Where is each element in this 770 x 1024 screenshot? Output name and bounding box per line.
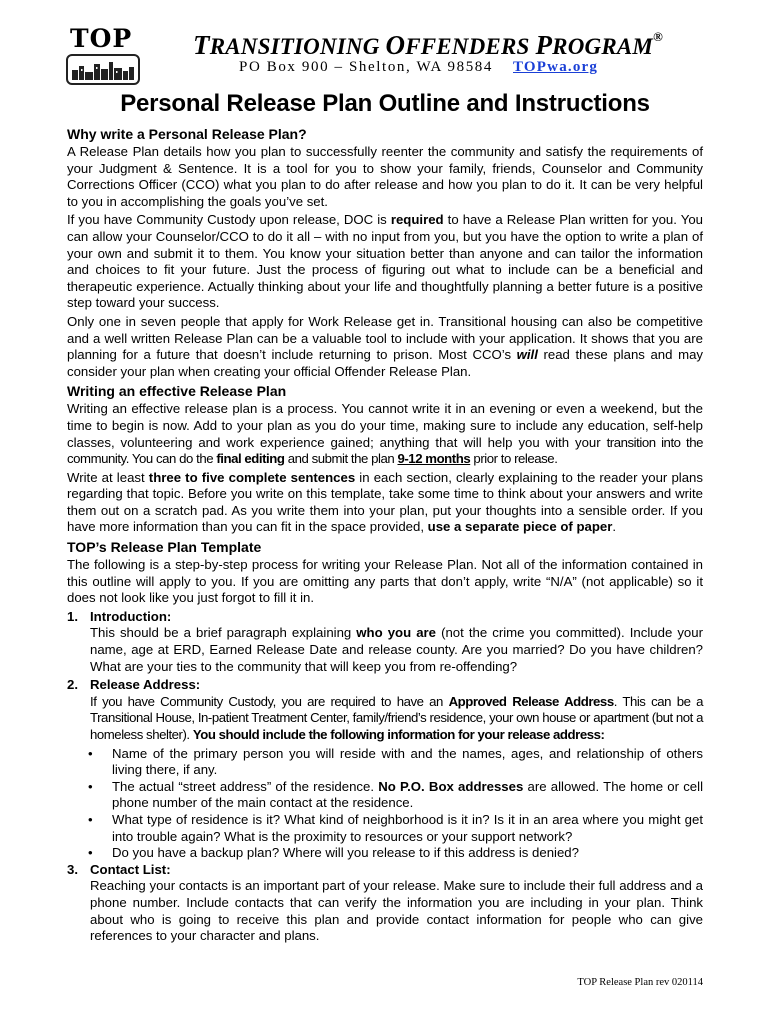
release-address-bullets xyxy=(67,746,703,862)
writing-paragraph-2: Write at least three to five complete sentences in each section, clearly explaining to the reader your plans regarding that topic. Before you write on this template, take some time to think about your answers and write them out on a scratch pad. As you write them into your plan, put your thoughts into a sensible order. If you have more information than you can fit in the space provided, use a separate piece of paper. xyxy=(67,469,703,535)
program-address: PO Box 900 – Shelton, WA 98584 xyxy=(239,59,493,75)
footer-revision: TOP Release Plan rev 020114 xyxy=(577,977,703,988)
list-item: • Do you have a backup plan? Where will you release to if this address is denied? xyxy=(112,845,703,862)
list-item-release-address: 2. Release Address: xyxy=(67,677,201,693)
why-paragraph-3: Only one in seven people that apply for Work Release get in. Transitional housing can also be competitive and a well written Release Plan can be a valuable tool to include with your application. It shows that you are planning for a future that doesn’t include returning to prison. Most CCO’s will read these plans and may consider your plan when creating your official Offender Release Plan. xyxy=(67,313,703,379)
skyline-icon xyxy=(72,60,134,80)
page-title: Personal Release Plan Outline and Instructions xyxy=(120,90,650,117)
why-paragraph-1: A Release Plan details how you plan to successfully reenter the community and satisfy the requirements of your Judgment & Sentence. It is a tool for you to show your family, friends, Counselor and Community Corrections Officer (CCO) what you plan to do after release and how you plan to do it. It can be very helpful to you in accomplishing the goals you’ve set. xyxy=(67,144,703,209)
logo-skyline-box xyxy=(66,54,140,85)
section-heading-writing: Writing an effective Release Plan xyxy=(67,383,287,400)
section-heading-why: Why write a Personal Release Plan? xyxy=(67,126,307,142)
list-item-introduction: 1. Introduction: xyxy=(67,608,172,624)
list-item: • What type of residence is it? What kind of neighborhood is it in? Is it in an area where you might get into trouble again? What is the proximity to resources or your support network? xyxy=(112,812,703,845)
why-paragraph-2: If you have Community Custody upon release, DOC is required to have a Release Plan written for you. You can allow your Counselor/CCO to do it all – with no input from you, but you have the option to write a plan of your own and submit it to them. You know your situation better than anyone and can tailor the information and choices to fit your future. Just the process of figuring out what to include can be a beneficial and therapeutic experience. Actually thinking about your life and thoughtfully planning a better future is a positive step toward your success. xyxy=(67,212,703,311)
list-item: • The actual “street address” of the residence. No P.O. Box addresses are allowed. The home or cell phone number of the main contact at the residence. xyxy=(112,779,703,812)
logo-text: TOP xyxy=(70,24,133,53)
template-paragraph-1: The following is a step-by-step process for writing your Release Plan. Not all of the information contained in this outline will apply to you. If you are omitting any parts that don’t apply, write “N/A” (not applicable) so it does not look like you just forgot to fill it in. xyxy=(67,557,703,606)
release-address-text: If you have Community Custody, you are required to have an Approved Release Address. This can be a Transitional House, In-patient Treatment Center, family/friend’s residence, your own house or apartment (but not a homeless shelter). You should include the following information for your release address: xyxy=(90,693,704,742)
program-name: TRANSITIONING OFFENDERS PROGRAM® xyxy=(193,29,663,60)
document-body xyxy=(67,125,703,947)
registered-mark: ® xyxy=(653,29,663,45)
section-heading-template: TOP’s Release Plan Template xyxy=(67,539,262,556)
writing-paragraph-1: Writing an effective release plan is a process. You cannot write it in an evening or even a weekend, but the time to begin is now. Add to your plan as you do your time, making sure to include any education, self-help classes, volunteering and work experience gained; anything that will help you with your transition into the community. You can do the final editing and submit the plan 9-12 months prior to release. xyxy=(67,401,703,467)
top-logo xyxy=(64,24,140,83)
introduction-text: This should be a brief paragraph explaining who you are (not the crime you committed). Include your name, age at ERD, Earned Release Date and release county. Are you married? Do you have children? What are your ties to the community that will keep you from re-offending? xyxy=(90,625,703,674)
website-link[interactable]: TOPwa.org xyxy=(513,59,599,75)
list-item: • Name of the primary person you will reside with and the names, ages, and relationship of others living there, if any. xyxy=(112,746,703,779)
list-item-contact-list: 3. Contact List: xyxy=(67,861,171,877)
contact-list-text: Reaching your contacts is an important part of your release. Make sure to include their full address and a phone number. Include contacts that can verify the information you are including in your plan. Think about who is going to receive this plan and provide contact information for people who can give references to your character and plans. xyxy=(90,878,703,944)
